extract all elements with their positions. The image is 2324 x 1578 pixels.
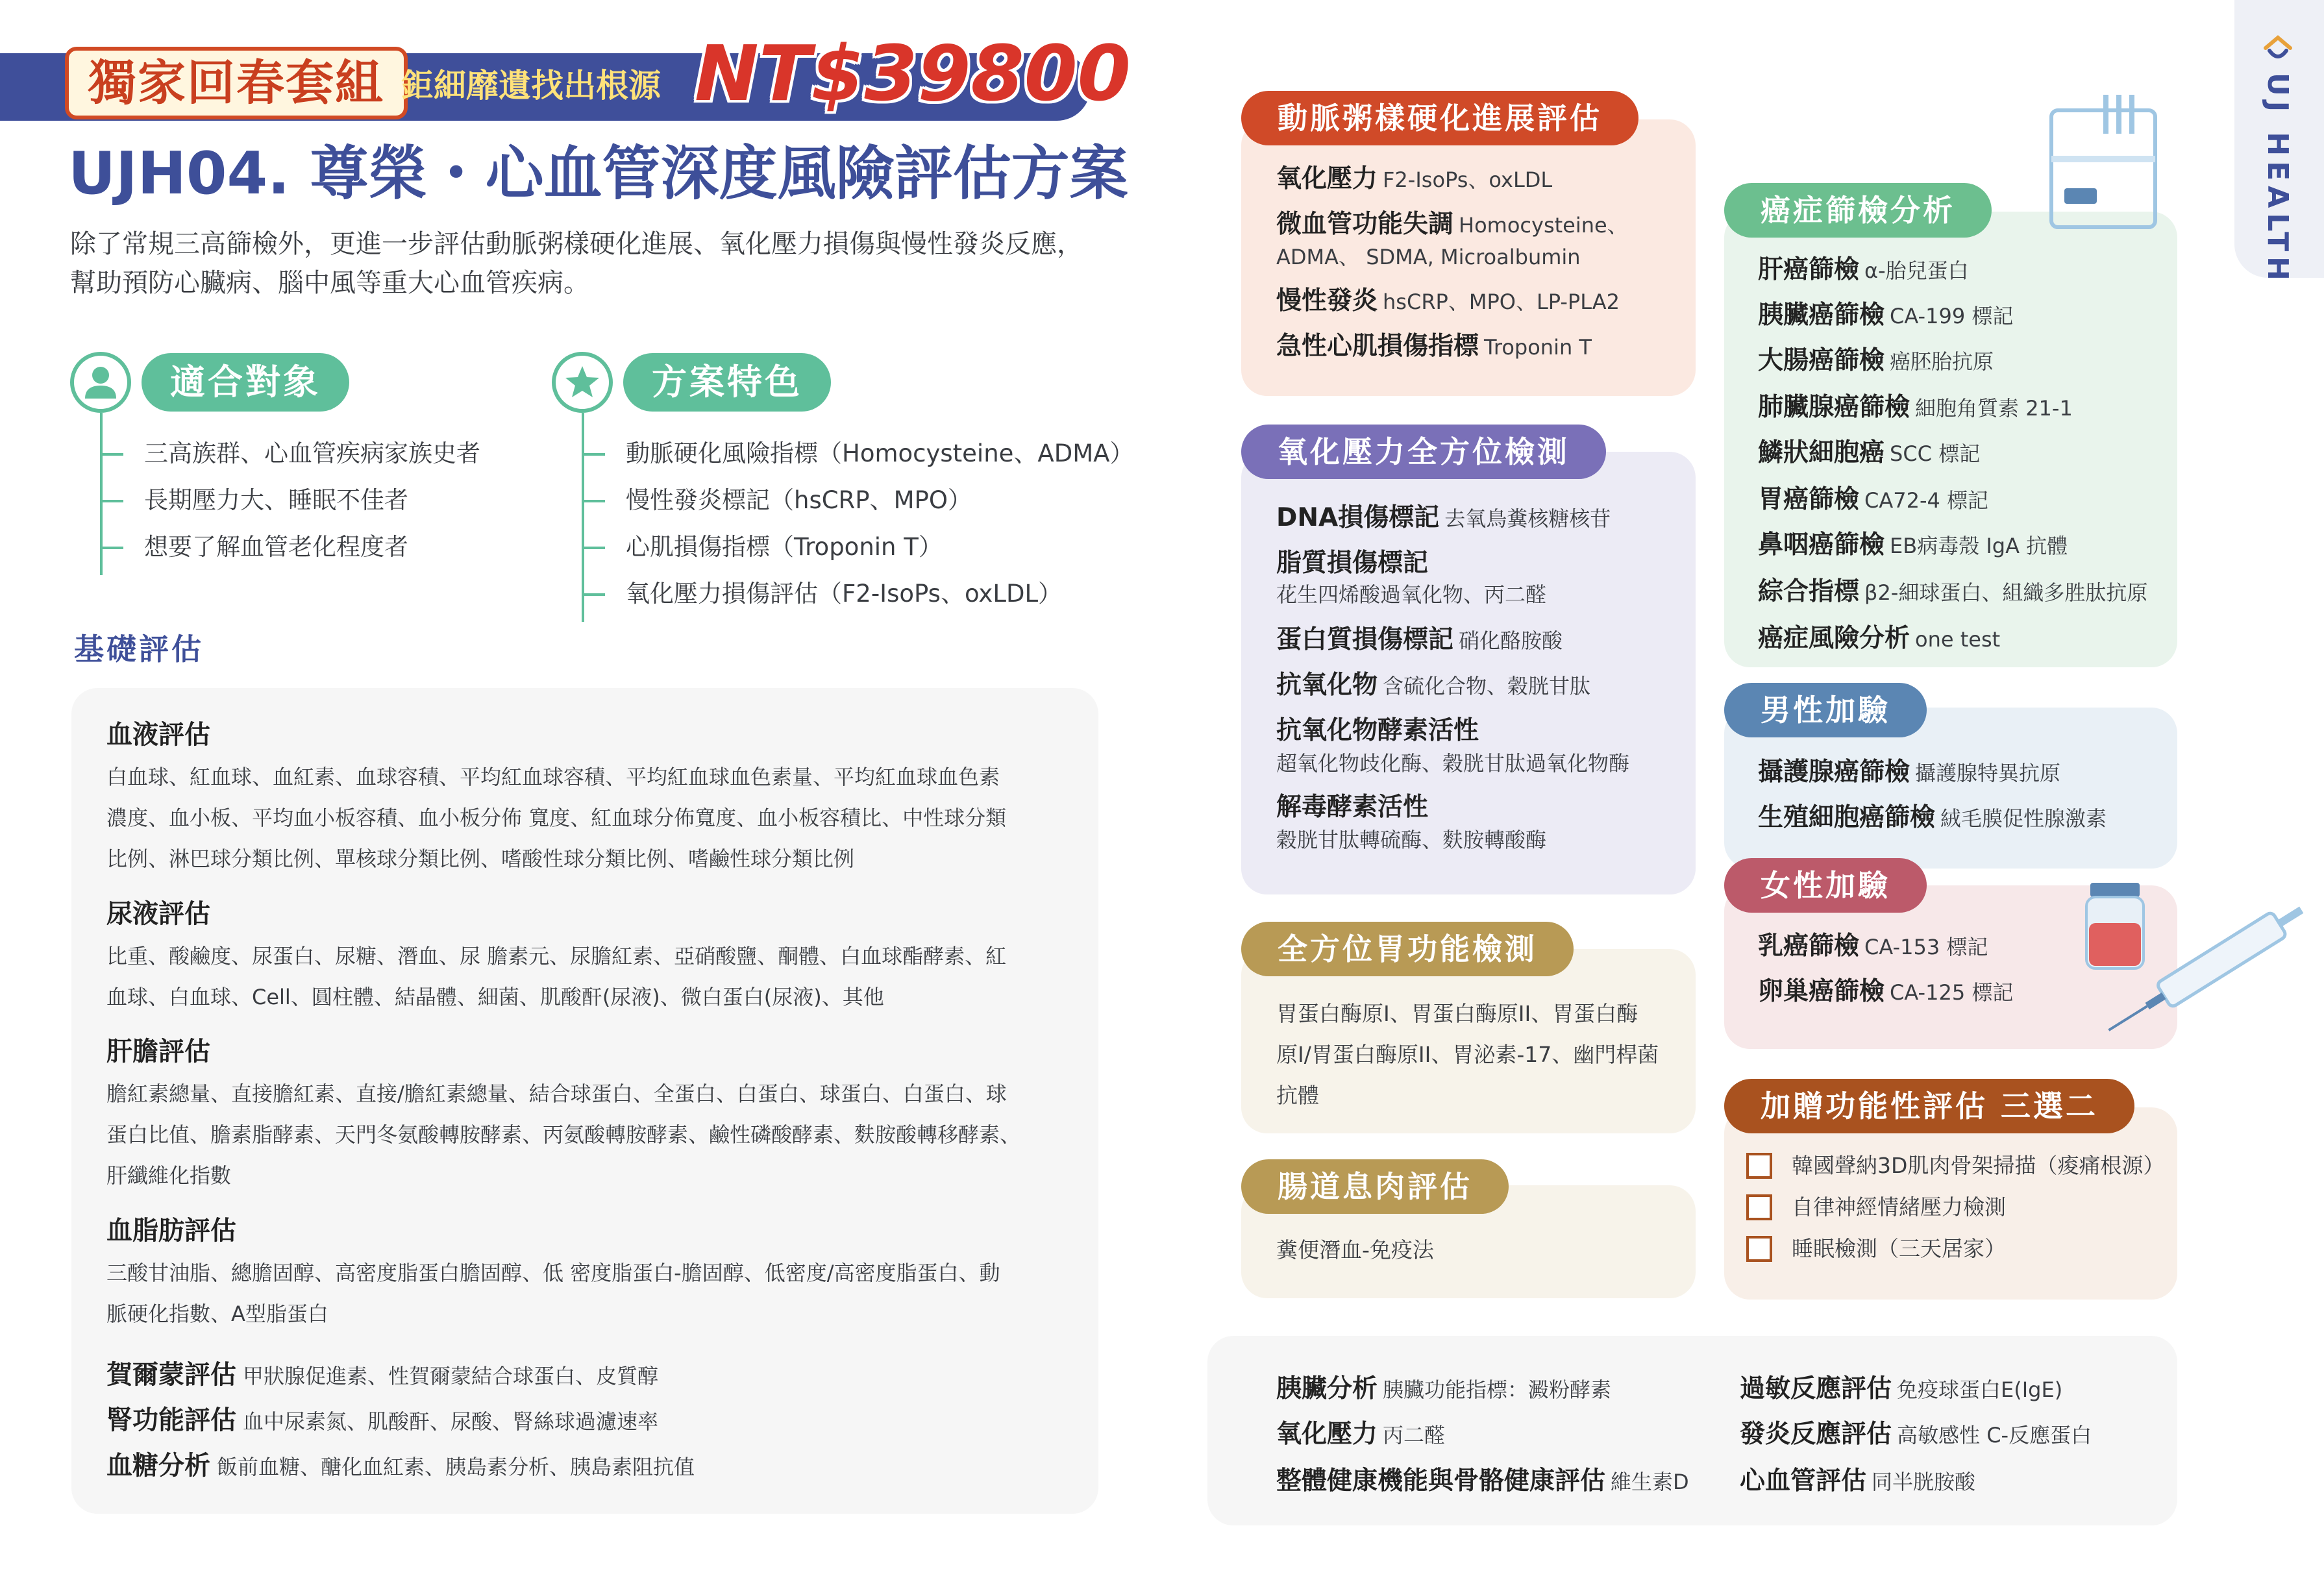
- price: NT$39800: [695, 29, 1131, 118]
- item-desc: SCC 標記: [1890, 441, 1981, 466]
- oxidative-item: [1276, 500, 1611, 541]
- cancer-item: [1758, 574, 2147, 615]
- atherosclerosis-label: 動脈粥樣硬化進展評估: [1241, 91, 1638, 145]
- oxidative-item-extra: 花生四烯酸過氧化物、丙二醛: [1276, 582, 1547, 607]
- oxidative-item: [1276, 667, 1590, 708]
- audience-item: 長期壓力大、睡眠不佳者: [144, 486, 408, 514]
- brand-name: UJ HEALTH: [2261, 73, 2294, 286]
- item-name: 鼻咽癌篩檢: [1758, 530, 1885, 560]
- feature-item: 慢性發炎標記（hsCRP、MPO）: [626, 486, 972, 514]
- athero-item-extra: ADMA、 SDMA, Microalbumin: [1276, 245, 1581, 269]
- timeline-tick: [583, 453, 605, 456]
- intro-text: 除了常規三高篩檢外，更進一步評估動脈粥樣硬化進展、氧化壓力損傷與慢性發炎反應，幫助預防心臟病、腦中風等重大心血管疾病。: [70, 229, 1083, 298]
- audience-item: 三高族群、心血管疾病家族史者: [144, 439, 480, 467]
- item-desc: 攝護腺特異抗原: [1915, 761, 2061, 785]
- blood-line: 濃度、血小板、平均血小板容積、血小板分佈 寬度、紅血球分佈寬度、血小板容積比、中性球分類: [106, 806, 1007, 830]
- item-name: 抗氧化物酵素活性: [1276, 716, 1479, 745]
- liver-line: 蛋白比值、膽素脂酵素、天門冬氨酸轉胺酵素、丙氨酸轉胺酵素、鹼性磷酸酵素、麩胺酸轉移酵素、: [106, 1122, 1021, 1147]
- oxidative-item-extra: 穀胱甘肽轉硫酶、麩胺轉酸酶: [1276, 828, 1547, 852]
- item-name: 癌症風險分析: [1758, 624, 1910, 653]
- item-desc: EB病毒殼 IgA 抗體: [1890, 534, 2068, 558]
- lipid-body: [106, 1253, 1067, 1335]
- lipid-line: 脈硬化指數、A型脂蛋白: [106, 1301, 328, 1326]
- cancer-item: [1758, 252, 1969, 293]
- bonus-option-checkbox[interactable]: [1746, 1194, 1772, 1220]
- item-name: 微血管功能失調: [1276, 210, 1454, 239]
- liver-line: 膽紅素總量、直接膽紅素、直接/膽紅素總量、結合球蛋白、全蛋白、白蛋白、球蛋白、白蛋白、球: [106, 1081, 1007, 1106]
- timeline-tick: [101, 453, 123, 456]
- item-desc: hsCRP、MPO、LP-PLA2: [1383, 290, 1620, 314]
- item-desc: 絨毛膜促性腺激素: [1940, 806, 2107, 831]
- item-desc: CA72-4 標記: [1864, 488, 1989, 513]
- timeline-tick: [583, 500, 605, 502]
- item-name: 胃癌篩檢: [1758, 485, 1860, 514]
- item-desc: CA-153 標記: [1864, 935, 1988, 959]
- blood-title: 血液評估: [106, 720, 210, 750]
- female-item: [1758, 928, 1988, 969]
- athero-item: [1276, 328, 1592, 369]
- item-desc: α-胎兒蛋白: [1864, 258, 1969, 283]
- lab-rack-illustration: [2038, 91, 2175, 240]
- basic-heading: 基礎評估: [74, 632, 204, 667]
- item-name: 過敏反應評估: [1740, 1374, 1892, 1403]
- item-name: 氧化壓力: [1276, 1420, 1378, 1449]
- male-item: [1758, 800, 2107, 841]
- extra-item: [1740, 1371, 2062, 1412]
- page-title: UJH04. 尊榮・心血管深度風險評估方案: [68, 140, 1128, 208]
- extra-item: [1276, 1416, 1445, 1457]
- athero-item: [1276, 161, 1552, 202]
- lipid-title: 血脂肪評估: [106, 1216, 236, 1246]
- item-name: 整體健康機能與骨骼健康評估: [1276, 1466, 1606, 1496]
- item-name: 生殖細胞癌篩檢: [1758, 803, 1936, 832]
- polyp-text: 糞便潛血-免疫法: [1276, 1237, 1434, 1263]
- bonus-option: 韓國聲納3D肌肉骨架掃描（痠痛根源）: [1792, 1153, 2165, 1178]
- item-name: 胰臟癌篩檢: [1758, 301, 1885, 330]
- item-desc: 免疫球蛋白E(IgE): [1897, 1377, 2063, 1402]
- item-name: 鱗狀細胞癌: [1758, 438, 1885, 467]
- person-icon: [70, 352, 131, 413]
- feature-item: 氧化壓力損傷評估（F2-IsoPs、oxLDL）: [626, 580, 1063, 608]
- item-desc: CA-199 標記: [1890, 304, 2014, 328]
- item-name: 急性心肌損傷指標: [1276, 332, 1479, 361]
- polyp-label: 腸道息肉評估: [1241, 1159, 1509, 1214]
- oxidative-item: [1276, 622, 1563, 663]
- item-desc: 同半胱胺酸: [1872, 1470, 1976, 1494]
- item-desc: 維生素D: [1611, 1470, 1689, 1494]
- item-desc: CA-125 標記: [1890, 980, 2014, 1005]
- item-desc: 胰臟功能指標：澱粉酵素: [1383, 1377, 1612, 1402]
- item-name: 綜合指標: [1758, 577, 1860, 606]
- item-desc: 細胞角質素 21-1: [1915, 396, 2073, 421]
- female-label: 女性加驗: [1724, 858, 1927, 913]
- item-desc: Homocysteine、: [1459, 213, 1628, 238]
- item-name: 發炎反應評估: [1740, 1420, 1892, 1449]
- urine-title: 尿液評估: [106, 899, 210, 929]
- male-item: [1758, 754, 2060, 795]
- urine-body: [106, 936, 1067, 1018]
- bonus-option: 睡眠檢測（三天居家）: [1792, 1236, 2006, 1261]
- audience-label: 適合對象: [142, 353, 349, 412]
- oxidative-item-extra: 超氧化物歧化酶、穀胱甘肽過氧化物酶: [1276, 751, 1630, 776]
- item-name: 脂質損傷標記: [1276, 549, 1429, 578]
- item-name: 蛋白質損傷標記: [1276, 625, 1454, 654]
- timeline-tick: [101, 500, 123, 502]
- cancer-item: [1758, 343, 1994, 384]
- female-item: [1758, 974, 2013, 1015]
- liver-body: [106, 1074, 1067, 1196]
- tagline: 鉅細靡遺找出根源: [401, 67, 661, 105]
- item-desc: 硝化酪胺酸: [1459, 628, 1563, 653]
- bonus-option-checkbox[interactable]: [1746, 1153, 1772, 1179]
- item-name: 解毒酵素活性: [1276, 793, 1429, 822]
- item-name: 氧化壓力: [1276, 164, 1378, 193]
- cancer-item: [1758, 621, 2000, 661]
- item-name: 攝護腺癌篩檢: [1758, 758, 1910, 787]
- cancer-item: [1758, 389, 2073, 430]
- kidney-row: [106, 1401, 658, 1445]
- hormone-row: [106, 1355, 658, 1399]
- item-name: 慢性發炎: [1276, 286, 1378, 315]
- extra-item: [1276, 1371, 1611, 1412]
- item-desc: 癌胚胎抗原: [1890, 349, 1994, 374]
- star-icon: [552, 352, 613, 413]
- item-name: 肝癌篩檢: [1758, 255, 1860, 284]
- stomach-line: 抗體: [1276, 1083, 1319, 1108]
- item-desc: 含硫化合物、穀胱甘肽: [1383, 674, 1591, 698]
- stomach-line: 原I/胃蛋白酶原II、胃泌素-17、幽門桿菌: [1276, 1042, 1659, 1067]
- kidney-desc: 血中尿素氮、肌酸酐、尿酸、腎絲球過濾速率: [243, 1409, 659, 1434]
- item-desc: 丙二醛: [1383, 1423, 1446, 1448]
- bonus-option-checkbox[interactable]: [1746, 1236, 1772, 1262]
- item-desc: Troponin T: [1484, 335, 1592, 360]
- features-timeline: [582, 413, 584, 622]
- urine-line: 比重、酸鹼度、尿蛋白、尿糖、潛血、尿 膽素元、尿膽紅素、亞硝酸鹽、酮體、白血球酯酵素、紅: [106, 944, 1007, 968]
- item-name: 卵巢癌篩檢: [1758, 977, 1885, 1006]
- kidney-title: 腎功能評估: [106, 1405, 236, 1435]
- stomach-text: [1276, 993, 1659, 1116]
- cancer-label: 癌症篩檢分析: [1724, 183, 1992, 238]
- item-name: 乳癌篩檢: [1758, 931, 1860, 961]
- lipid-line: 三酸甘油脂、總膽固醇、高密度脂蛋白膽固醇、低 密度脂蛋白-膽固醇、低密度/高密度脂蛋白、動: [106, 1261, 1000, 1285]
- item-desc: F2-IsoPs、oxLDL: [1383, 167, 1553, 192]
- item-name: 肺臟腺癌篩檢: [1758, 393, 1910, 422]
- urine-line: 血球、白血球、Cell、圓柱體、結晶體、細菌、肌酸酐(尿液)、微白蛋白(尿液)、其他: [106, 985, 884, 1009]
- sugar-title: 血糖分析: [106, 1451, 210, 1481]
- sugar-row: [106, 1446, 695, 1490]
- timeline-tick: [583, 593, 605, 596]
- athero-item: [1276, 283, 1620, 324]
- cancer-item: [1758, 297, 2013, 338]
- extra-item: [1276, 1463, 1689, 1504]
- audience-timeline: [100, 413, 103, 575]
- feature-item: 動脈硬化風險指標（Homocysteine、ADMA）: [626, 439, 1134, 467]
- item-name: 心血管評估: [1740, 1466, 1867, 1496]
- timeline-tick: [583, 547, 605, 549]
- item-name: 大腸癌篩檢: [1758, 346, 1885, 375]
- item-name: 胰臟分析: [1276, 1374, 1378, 1403]
- features-label: 方案特色: [623, 353, 831, 412]
- extra-item: [1740, 1416, 2092, 1457]
- timeline-tick: [101, 547, 123, 549]
- item-desc: β2-細球蛋白、組織多胜肽抗原: [1864, 580, 2148, 605]
- sugar-desc: 飯前血糖、醣化血紅素、胰島素分析、胰島素阻抗值: [217, 1455, 695, 1479]
- item-name: 抗氧化物: [1276, 671, 1378, 700]
- stomach-line: 胃蛋白酶原I、胃蛋白酶原II、胃蛋白酶: [1276, 1001, 1638, 1026]
- item-name: DNA損傷標記: [1276, 503, 1440, 532]
- bonus-label: 加贈功能性評估 三選二: [1724, 1079, 2134, 1133]
- liver-line: 肝纖維化指數: [106, 1163, 232, 1188]
- blood-body: [106, 757, 1067, 880]
- male-label: 男性加驗: [1724, 683, 1927, 737]
- liver-title: 肝膽評估: [106, 1037, 210, 1066]
- item-desc: 去氧鳥糞核糖核苷: [1444, 506, 1611, 531]
- blood-line: 白血球、紅血球、血紅素、血球容積、平均紅血球容積、平均紅血球血色素量、平均紅血球血色素: [106, 765, 1000, 789]
- item-desc: one test: [1915, 627, 2001, 652]
- cancer-item: [1758, 435, 1980, 476]
- feature-item: 心肌損傷指標（Troponin T）: [626, 533, 943, 561]
- cancer-item: [1758, 527, 2068, 568]
- oxidative-label: 氧化壓力全方位檢測: [1241, 425, 1606, 479]
- cancer-item: [1758, 482, 1988, 523]
- hormone-desc: 甲狀腺促進素、性賀爾蒙結合球蛋白、皮質醇: [243, 1364, 659, 1388]
- syringe-illustration: [2077, 870, 2318, 1045]
- stomach-label: 全方位胃功能檢測: [1241, 922, 1574, 976]
- package-name: 獨家回春套組: [65, 47, 408, 119]
- item-desc: 高敏感性 C-反應蛋白: [1897, 1423, 2092, 1448]
- bonus-option: 自律神經情緒壓力檢測: [1792, 1194, 2006, 1220]
- extra-item: [1740, 1463, 1975, 1504]
- hormone-title: 賀爾蒙評估: [106, 1360, 236, 1390]
- brand-logo-icon: [2262, 34, 2294, 64]
- audience-item: 想要了解血管老化程度者: [144, 533, 408, 561]
- blood-line: 比例、淋巴球分類比例、單核球分類比例、嗜酸性球分類比例、嗜鹼性球分類比例: [106, 846, 855, 871]
